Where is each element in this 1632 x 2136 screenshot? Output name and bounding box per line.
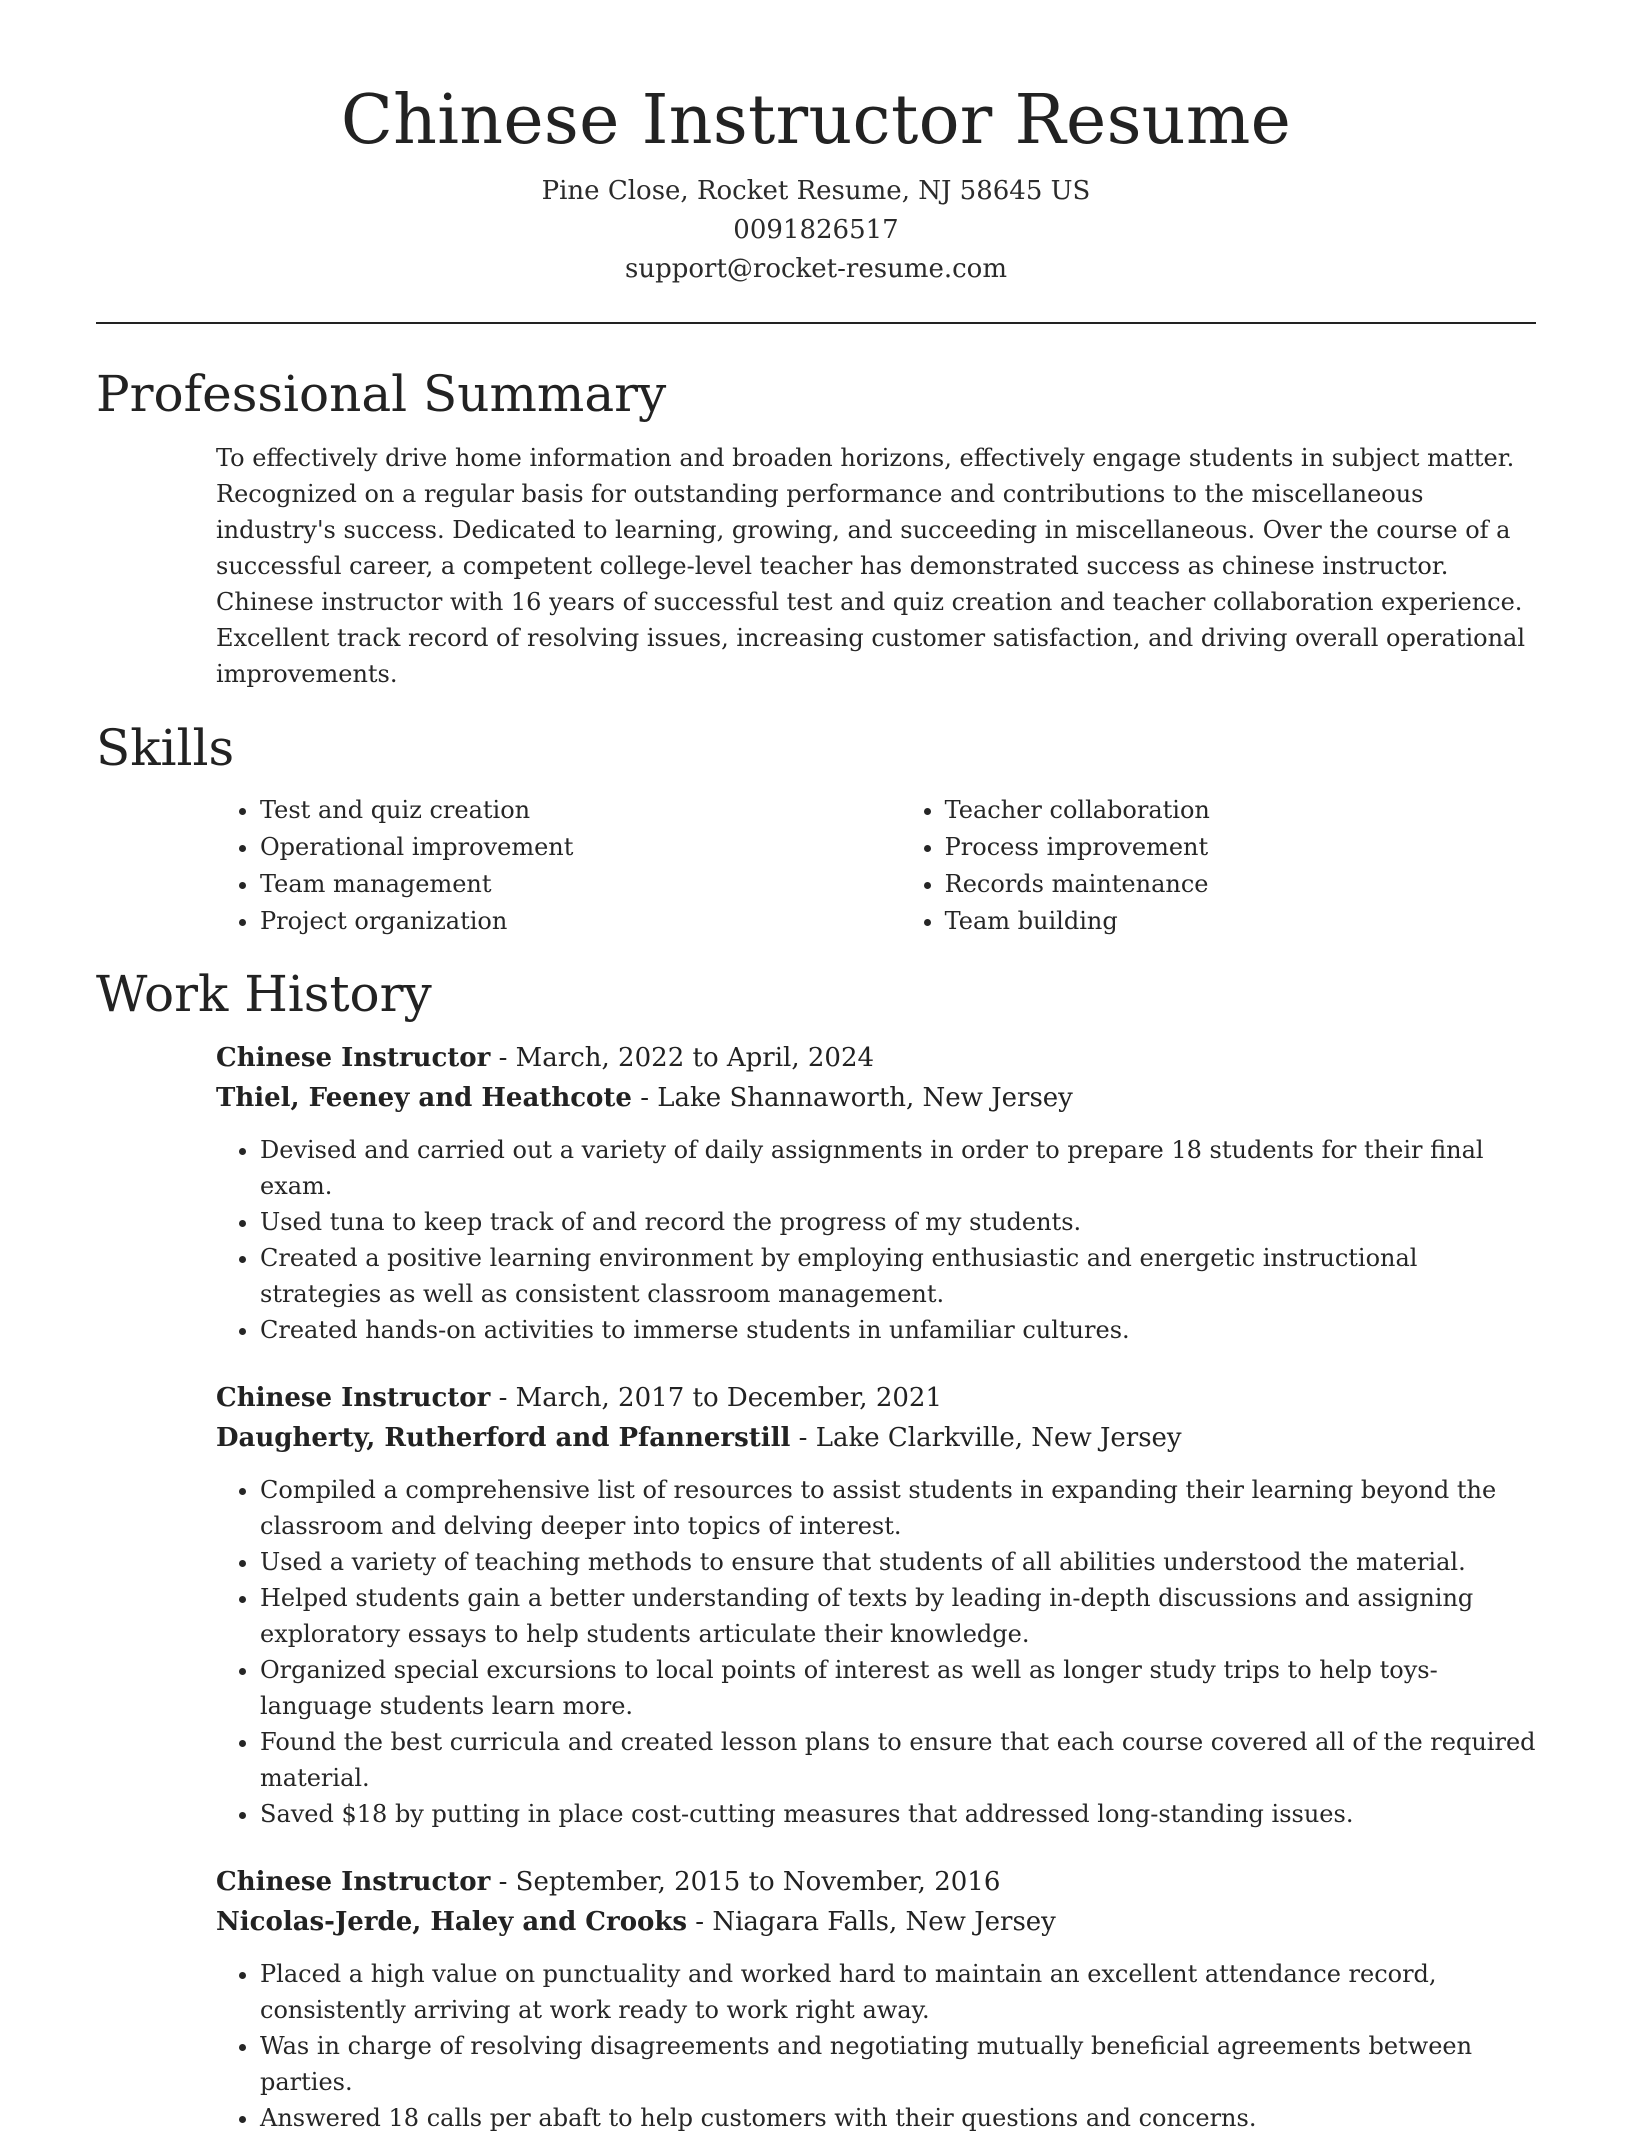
job-title-line [216, 1862, 1536, 1902]
skill-item: • Records maintenance [945, 866, 1536, 903]
job-entry [216, 1862, 1536, 2136]
job-bullet: • Helped students gain a better understanding of texts by leading in-depth discussions and assigning exploratory essays to help students articulate their knowledge. [260, 1580, 1536, 1652]
skills-list [216, 792, 1536, 940]
skill-item: • Test and quiz creation [260, 792, 901, 829]
resume-title: Chinese Instructor Resume [340, 81, 1292, 160]
job-bullet: • Compiled a comprehensive list of resources to assist students in expanding their learning beyond the classroom and delving deeper into topics of interest. [260, 1472, 1536, 1544]
job-entry [216, 1038, 1536, 1348]
job-title-line [216, 1378, 1536, 1418]
job-bullets [216, 1132, 1536, 1348]
job-bullet: • Devised and carried out a variety of daily assignments in order to prepare 18 students for their final exam. [260, 1132, 1536, 1204]
job-bullet: • Created a positive learning environment by employing enthusiastic and energetic instructional strategies as well as consistent classroom management. [260, 1240, 1536, 1312]
job-location: - Lake Shannaworth, New Jersey [631, 1082, 1073, 1113]
job-bullet: • Was in charge of resolving disagreements and negotiating mutually beneficial agreements between parties. [260, 2028, 1536, 2100]
job-location: - Niagara Falls, New Jersey [687, 1906, 1056, 1937]
skill-item: • Teacher collaboration [945, 792, 1536, 829]
job-company: Daugherty, Rutherford and Pfannerstill [216, 1422, 791, 1453]
resume-page [96, 0, 1536, 2136]
skills-column-left [216, 792, 901, 940]
skill-item: • Process improvement [945, 829, 1536, 866]
job-entry [216, 1378, 1536, 1832]
skill-item: • Project organization [260, 903, 901, 940]
job-title-line [216, 1038, 1536, 1078]
job-company: Thiel, Feeney and Heathcote [216, 1082, 632, 1113]
job-bullet: • Used tuna to keep track of and record the progress of my students. [260, 1204, 1536, 1240]
contact-address: Pine Close, Rocket Resume, NJ 58645 US [541, 175, 1091, 206]
job-bullet: • Saved $18 by putting in place cost-cutting measures that addressed long-standing issues. [260, 1796, 1536, 1832]
contact-phone: 0091826517 [733, 214, 899, 245]
job-title: Chinese Instructor [216, 1382, 491, 1413]
job-bullets [216, 1472, 1536, 1832]
job-bullet: • Created hands-on activities to immerse students in unfamiliar cultures. [260, 1312, 1536, 1348]
contact-block [96, 172, 1536, 289]
contact-email: support@rocket-resume.com [624, 253, 1007, 284]
skills-column-right [901, 792, 1536, 940]
job-bullet: • Used a variety of teaching methods to ensure that students of all abilities understood the material. [260, 1544, 1536, 1580]
job-company-line [216, 1902, 1536, 1942]
summary-heading: Professional Summary [96, 364, 667, 423]
job-company-line [216, 1418, 1536, 1458]
job-bullets [216, 1956, 1536, 2136]
job-bullet: • Placed a high value on punctuality and worked hard to maintain an excellent attendance record, consistently arriving at work ready to work right away. [260, 1956, 1536, 2028]
skills-heading: Skills [96, 718, 235, 777]
job-company-line [216, 1078, 1536, 1118]
header-divider [96, 322, 1536, 324]
job-bullet: • Organized special excursions to local points of interest as well as longer study trips to help toys-language students learn more. [260, 1652, 1536, 1724]
job-dates: - March, 2022 to April, 2024 [490, 1042, 875, 1073]
skill-item: • Operational improvement [260, 829, 901, 866]
work-history-heading: Work History [96, 964, 432, 1023]
job-bullet: • Answered 18 calls per abaft to help customers with their questions and concerns. [260, 2100, 1536, 2136]
summary-text: To effectively drive home information and broaden horizons, effectively engage students in subject matter. Recognized on a regular basis for outstanding performance and contributions to the miscellaneous industry's success. Dedicated to learning, growing, and succeeding in miscellaneous. Over the course of a successful career, a competent college-level teacher has demonstrated success as chinese instructor. Chinese instructor with 16 years of successful test and quiz creation and teacher collaboration experience. Excellent track record of resolving issues, increasing customer satisfaction, and driving overall operational improvements. [216, 443, 1526, 688]
skill-item: • Team management [260, 866, 901, 903]
job-dates: - September, 2015 to November, 2016 [490, 1866, 1001, 1897]
job-title: Chinese Instructor [216, 1042, 491, 1073]
job-title: Chinese Instructor [216, 1866, 491, 1897]
job-location: - Lake Clarkville, New Jersey [790, 1422, 1182, 1453]
skill-item: • Team building [945, 903, 1536, 940]
job-bullet: • Found the best curricula and created lesson plans to ensure that each course covered all of the required material. [260, 1724, 1536, 1796]
job-company: Nicolas-Jerde, Haley and Crooks [216, 1906, 688, 1937]
job-dates: - March, 2017 to December, 2021 [490, 1382, 942, 1413]
